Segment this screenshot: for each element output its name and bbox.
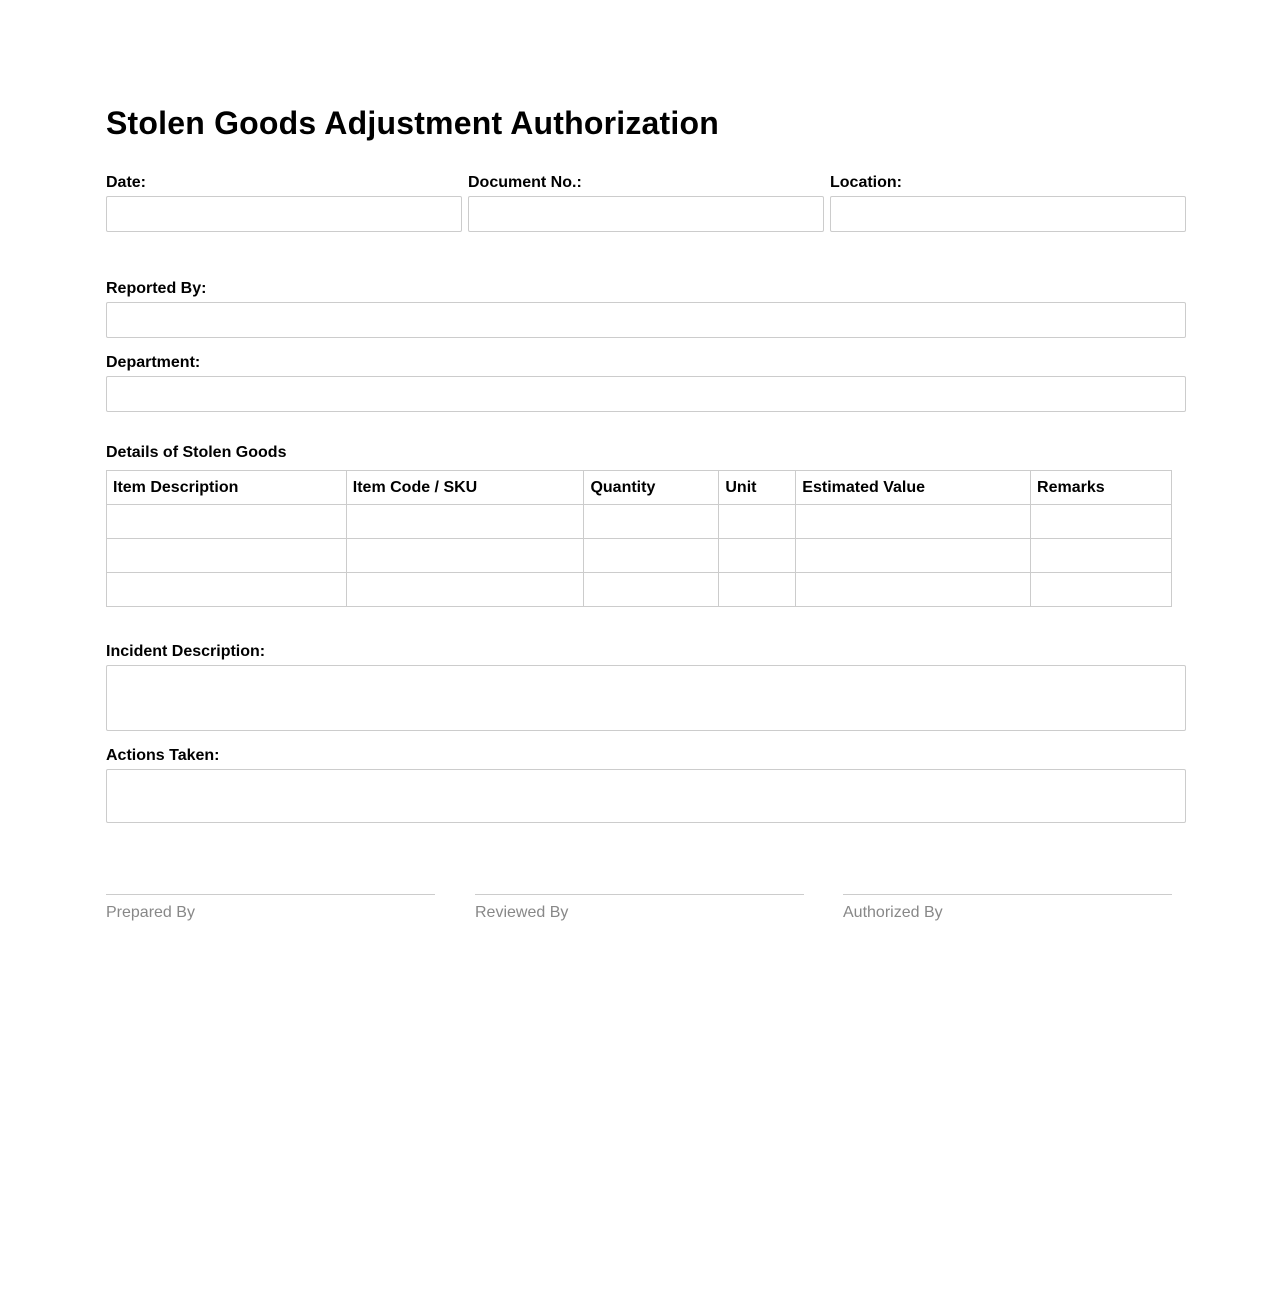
- column-header: Quantity: [584, 471, 719, 505]
- column-header: Item Code / SKU: [346, 471, 584, 505]
- department-field[interactable]: [106, 376, 1186, 412]
- column-header: Item Description: [107, 471, 347, 505]
- actions-taken-field[interactable]: [106, 769, 1186, 823]
- table-cell[interactable]: [346, 505, 584, 539]
- stolen-goods-table: [106, 470, 1172, 607]
- signature-label: Reviewed By: [475, 904, 569, 921]
- table-cell[interactable]: [107, 539, 347, 573]
- table-cell[interactable]: [719, 573, 796, 607]
- table-cell[interactable]: [719, 539, 796, 573]
- actions-taken-label: Actions Taken:: [106, 747, 220, 764]
- page-title: Stolen Goods Adjustment Authorization: [106, 105, 719, 141]
- column-header: Estimated Value: [796, 471, 1031, 505]
- table-cell[interactable]: [107, 505, 347, 539]
- signature-label: Prepared By: [106, 904, 195, 921]
- goods-table-heading: Details of Stolen Goods: [106, 444, 287, 461]
- signature-reviewed-by[interactable]: [475, 894, 804, 922]
- document-no-field[interactable]: [468, 196, 824, 232]
- table-row: [107, 573, 1172, 607]
- table-cell[interactable]: [796, 573, 1031, 607]
- incident-description-field[interactable]: [106, 665, 1186, 731]
- signature-authorized-by[interactable]: [843, 894, 1172, 922]
- document-no-label: Document No.:: [468, 174, 582, 191]
- date-field[interactable]: [106, 196, 462, 232]
- incident-description-label: Incident Description:: [106, 643, 266, 660]
- table-cell[interactable]: [719, 505, 796, 539]
- table-header-row: [107, 471, 1172, 505]
- table-cell[interactable]: [584, 573, 719, 607]
- date-label: Date:: [106, 174, 147, 191]
- signature-label: Authorized By: [843, 904, 943, 921]
- column-header: Remarks: [1031, 471, 1172, 505]
- table-cell[interactable]: [1031, 573, 1172, 607]
- table-row: [107, 539, 1172, 573]
- location-label: Location:: [830, 174, 902, 191]
- table-cell[interactable]: [1031, 539, 1172, 573]
- signature-line: [106, 894, 435, 895]
- table-row: [107, 505, 1172, 539]
- table-cell[interactable]: [346, 539, 584, 573]
- signature-line: [475, 894, 804, 895]
- column-header: Unit: [719, 471, 796, 505]
- table-cell[interactable]: [107, 573, 347, 607]
- table-cell[interactable]: [584, 505, 719, 539]
- table-cell[interactable]: [584, 539, 719, 573]
- table-cell[interactable]: [796, 539, 1031, 573]
- department-label: Department:: [106, 354, 201, 371]
- signature-prepared-by[interactable]: [106, 894, 435, 922]
- reported-by-field[interactable]: [106, 302, 1186, 338]
- table-cell[interactable]: [1031, 505, 1172, 539]
- table-cell[interactable]: [796, 505, 1031, 539]
- reported-by-label: Reported By:: [106, 280, 207, 297]
- table-cell[interactable]: [346, 573, 584, 607]
- signature-line: [843, 894, 1172, 895]
- location-field[interactable]: [830, 196, 1186, 232]
